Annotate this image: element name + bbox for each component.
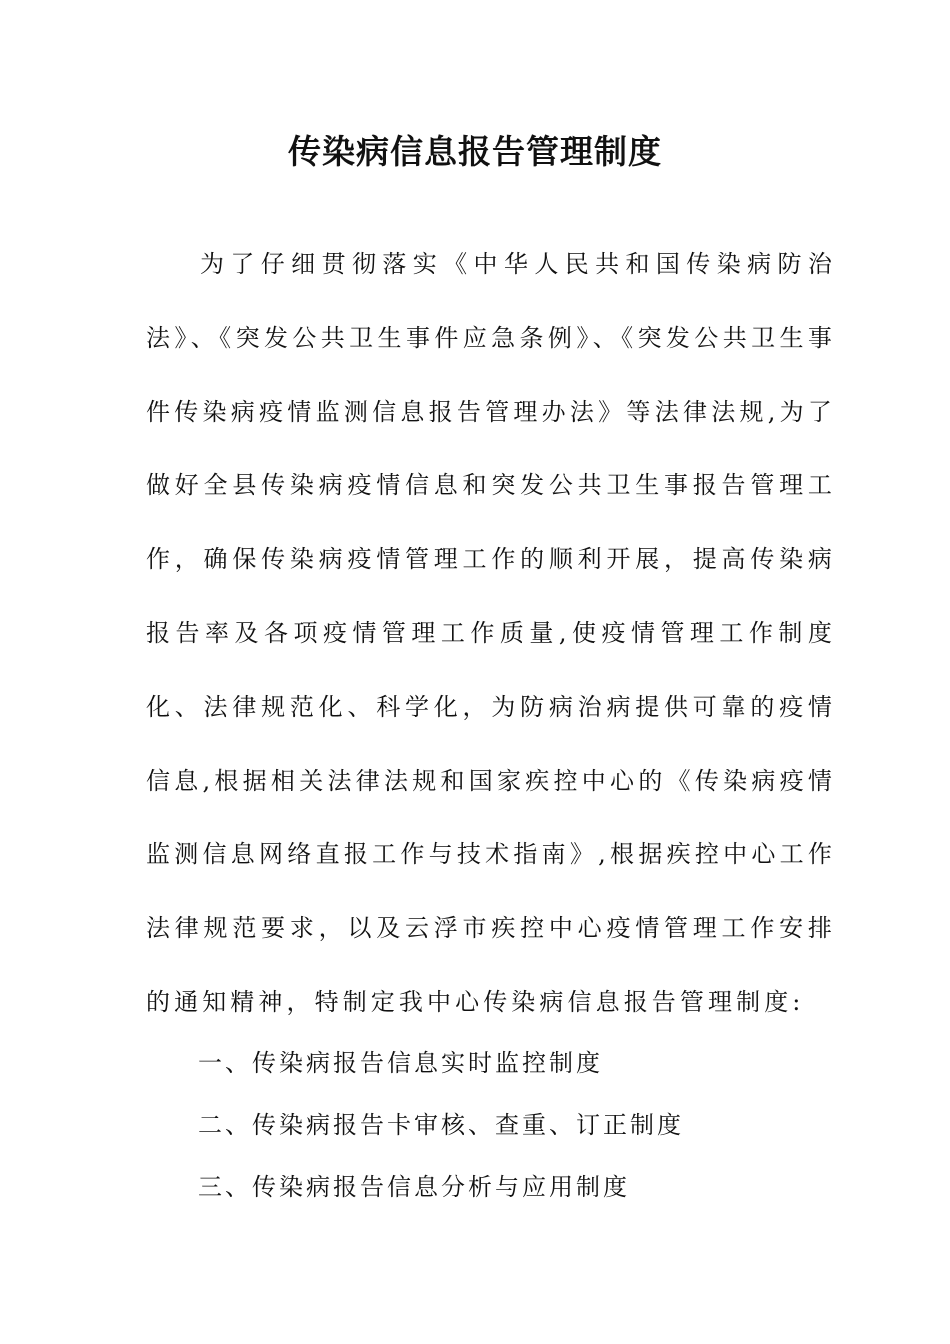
- document-title: 传染病信息报告管理制度: [288, 132, 662, 171]
- list-item: 二、传染病报告卡审核、查重、订正制度: [198, 1111, 684, 1139]
- list-item: 一、传染病报告信息实时监控制度: [198, 1049, 603, 1077]
- regulation-list: [198, 1038, 684, 1224]
- list-item: 三、传染病报告信息分析与应用制度: [198, 1173, 630, 1201]
- intro-paragraph: 为了仔细贯彻落实《中华人民共和国传染病防治法》、《突发公共卫生事件应急条例》、《突发公共卫生事件传染病疫情监测信息报告管理办法》等法律法规,为了做好全县传染病疫情信息和突发公共卫生事报告管理工作，确保传染病疫情管理工作的顺利开展，提高传染病报告率及各项疫情管理工作质量,使疫情管理工作制度化、法律规范化、科学化，为防病治病提供可靠的疫情信息,根据相关法律法规和国家疾控中心的《传染病疫情监测信息网络直报工作与技术指南》,根据疾控中心工作法律规范要求，以及云浮市疾控中心疫情管理工作安排的通知精神，特制定我中心传染病信息报告管理制度:: [146, 250, 836, 1016]
